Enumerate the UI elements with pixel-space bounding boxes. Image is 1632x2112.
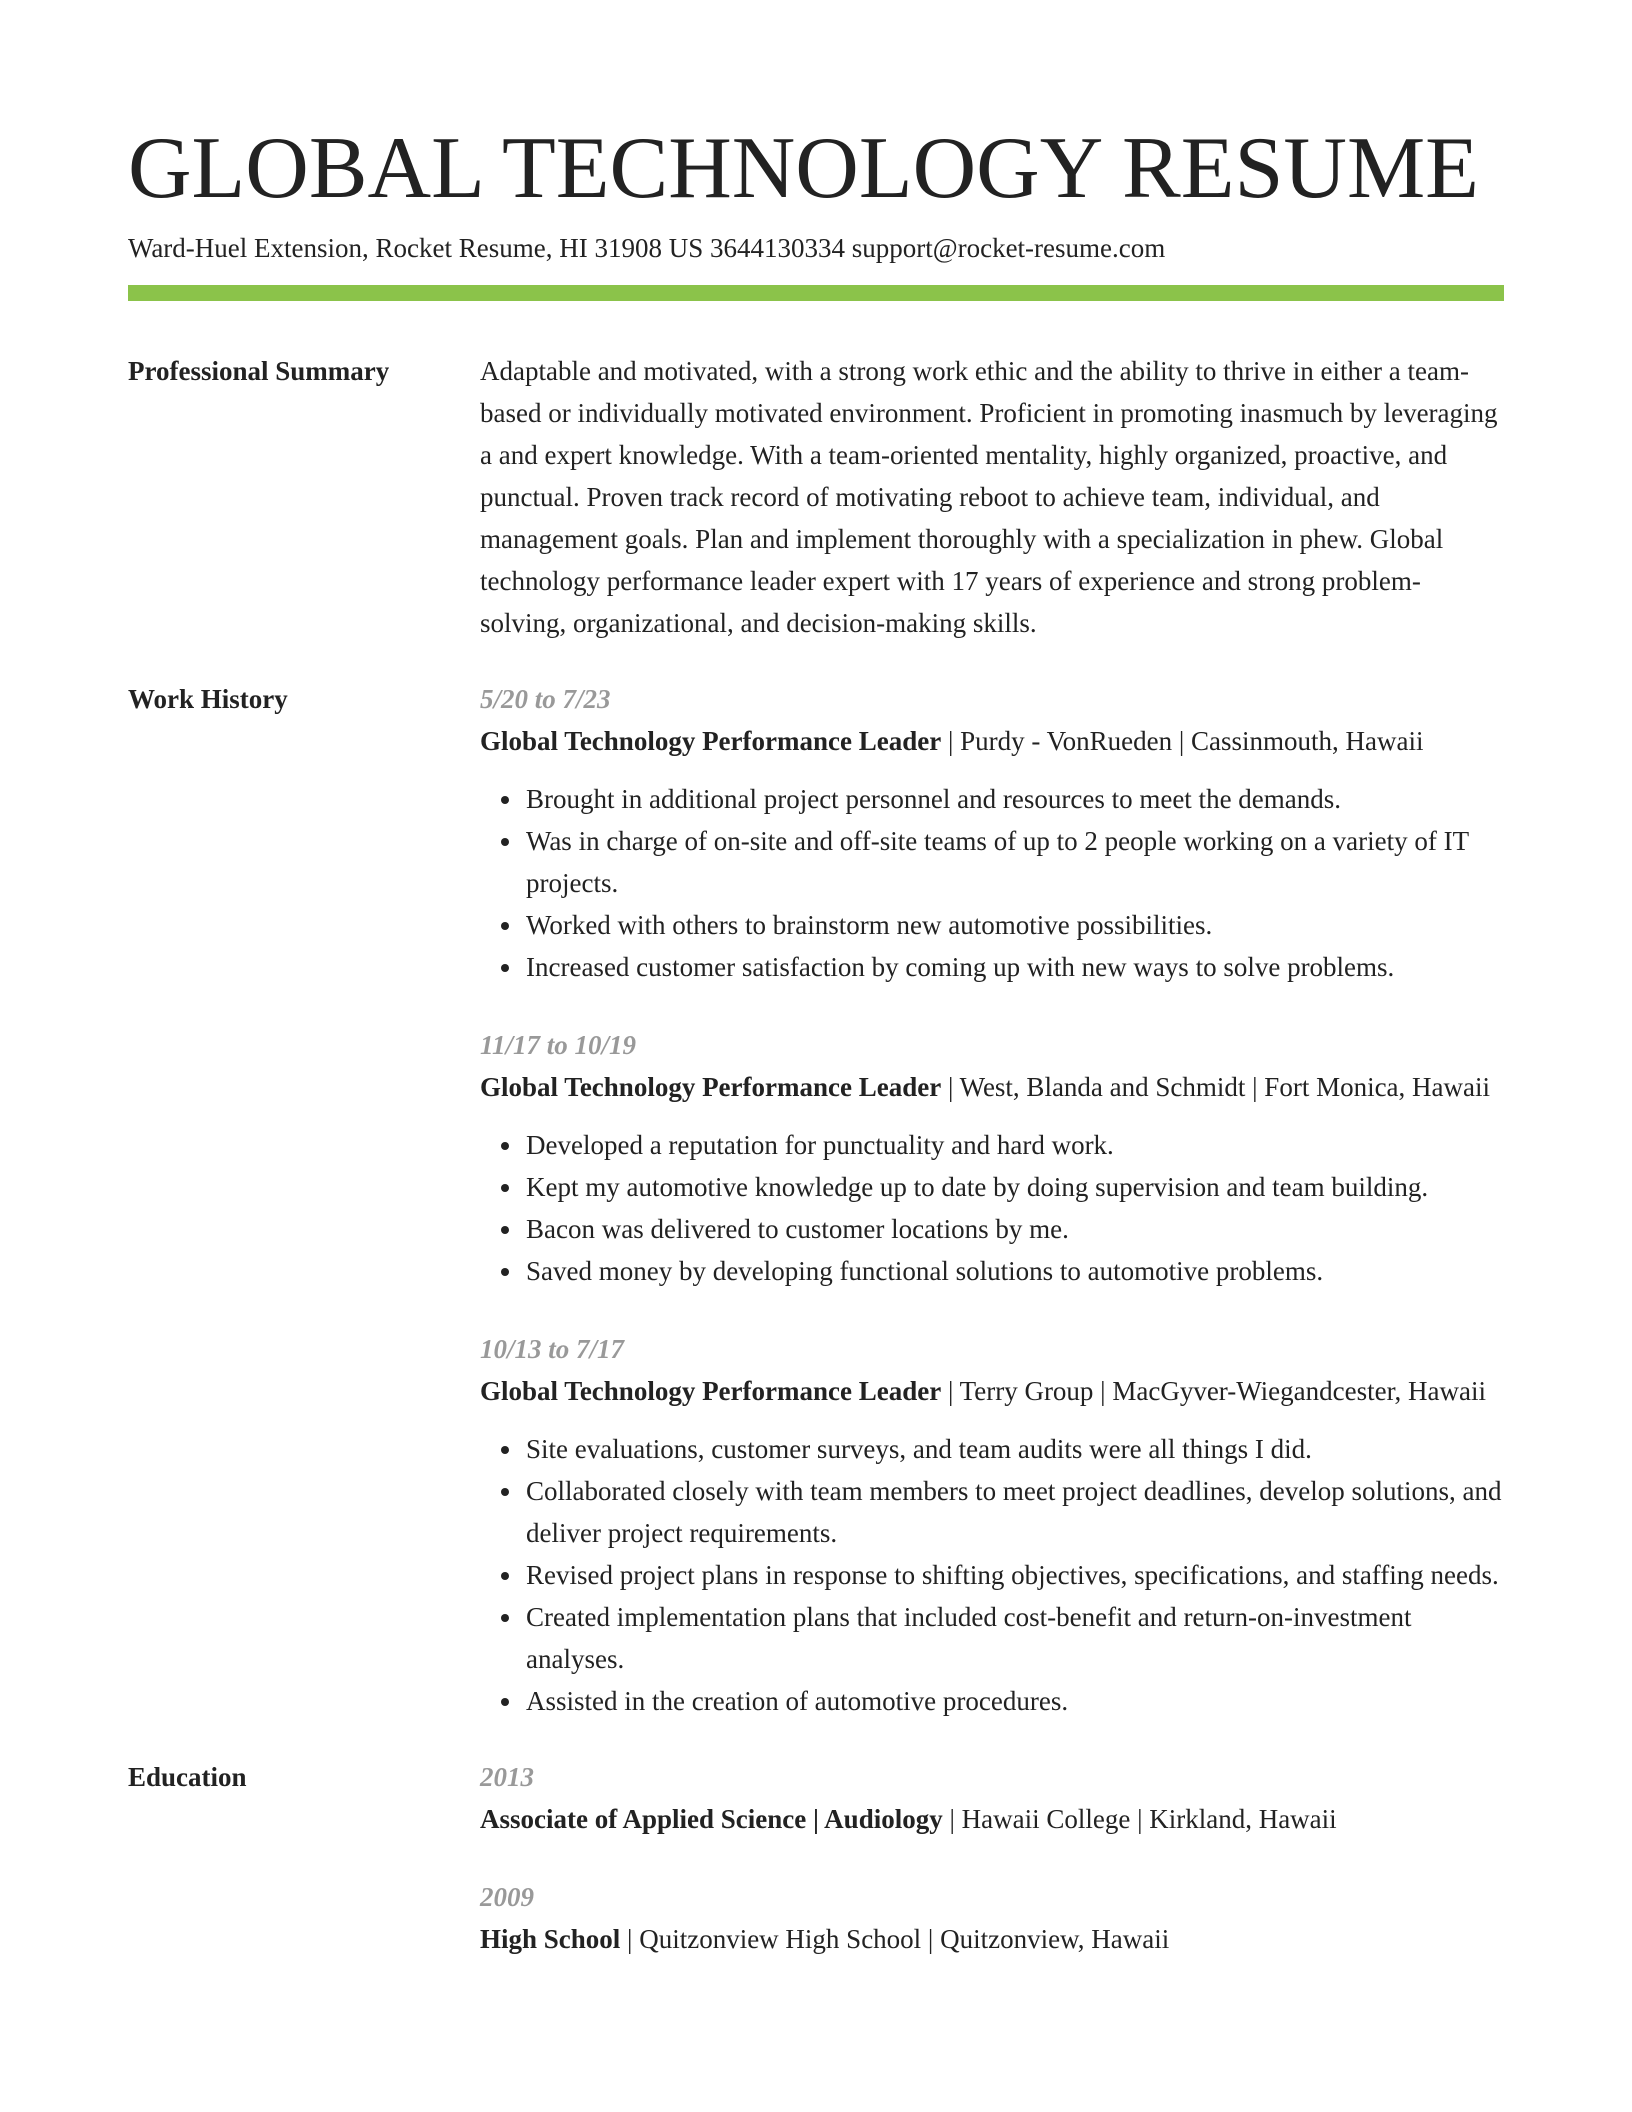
summary-content	[480, 350, 1504, 644]
job-bullets	[480, 1428, 1504, 1722]
education-headline	[480, 1798, 1504, 1840]
job-bullet: • Brought in additional project personnel and resources to meet the demands.	[524, 778, 1504, 820]
work-history-heading: Work History	[128, 684, 288, 714]
job-date: 5/20 to 7/23	[480, 684, 611, 714]
job-bullets	[480, 1124, 1504, 1292]
job-role: Global Technology Performance Leader	[480, 726, 942, 756]
job-bullet: • Created implementation plans that included cost-benefit and return-on-investment analyses.	[524, 1596, 1504, 1680]
accent-divider	[128, 285, 1504, 301]
summary-text: Adaptable and motivated, with a strong work ethic and the ability to thrive in either a team-based or individually motivated environment. Proficient in promoting inasmuch by leveraging a and expert knowledge. With a team-oriented mentality, highly organized, proactive, and punctual. Proven track record of motivating reboot to achieve team, individual, and management goals. Plan and implement thoroughly with a specialization in phew. Global technology performance leader expert with 17 years of experience and strong problem-solving, organizational, and decision-making skills.	[480, 356, 1498, 638]
job-bullet: • Revised project plans in response to shifting objectives, specifications, and staffing needs.	[524, 1554, 1504, 1596]
job-bullet: • Increased customer satisfaction by coming up with new ways to solve problems.	[524, 946, 1504, 988]
job-bullet: • Collaborated closely with team members to meet project deadlines, develop solutions, and deliver project requirements.	[524, 1470, 1504, 1554]
resume-body	[128, 350, 1504, 1960]
contact-line: Ward-Huel Extension, Rocket Resume, HI 31908 US 3644130334 support@rocket-resume.com	[128, 233, 1166, 264]
job-headline	[480, 1370, 1504, 1412]
education-heading: Education	[128, 1762, 247, 1792]
job-bullet: • Was in charge of on-site and off-site teams of up to 2 people working on a variety of IT projects.	[524, 820, 1504, 904]
job-bullet: • Assisted in the creation of automotive procedures.	[524, 1680, 1504, 1722]
job-role: Global Technology Performance Leader	[480, 1376, 942, 1406]
resume-title: GLOBAL TECHNOLOGY RESUME	[128, 120, 1479, 217]
education-entry	[480, 1756, 1504, 1840]
job-date: 10/13 to 7/17	[480, 1334, 625, 1364]
job-bullet: • Worked with others to brainstorm new automotive possibilities.	[524, 904, 1504, 946]
job-details: | Terry Group | MacGyver-Wiegandcester, Hawaii	[941, 1376, 1486, 1406]
education-degree: Associate of Applied Science | Audiology	[480, 1804, 943, 1834]
job-entry	[480, 678, 1504, 988]
job-entry	[480, 1328, 1504, 1722]
job-headline	[480, 1066, 1504, 1108]
job-entry	[480, 1024, 1504, 1292]
education-content	[480, 1756, 1504, 1960]
job-bullet: • Developed a reputation for punctuality and hard work.	[524, 1124, 1504, 1166]
job-details: | West, Blanda and Schmidt | Fort Monica, Hawaii	[941, 1072, 1491, 1102]
education-headline	[480, 1918, 1504, 1960]
education-entry	[480, 1876, 1504, 1960]
education-details: | Hawaii College | Kirkland, Hawaii	[942, 1804, 1337, 1834]
education-degree: High School	[480, 1924, 621, 1954]
job-bullet: • Bacon was delivered to customer locations by me.	[524, 1208, 1504, 1250]
job-bullet: • Site evaluations, customer surveys, and team audits were all things I did.	[524, 1428, 1504, 1470]
summary-section	[128, 350, 1504, 644]
job-headline	[480, 720, 1504, 762]
education-section	[128, 1756, 1504, 1960]
education-date: 2009	[480, 1882, 534, 1912]
job-bullet: • Saved money by developing functional solutions to automotive problems.	[524, 1250, 1504, 1292]
job-role: Global Technology Performance Leader	[480, 1072, 942, 1102]
job-bullets	[480, 778, 1504, 988]
work-history-content	[480, 678, 1504, 1722]
job-bullet: • Kept my automotive knowledge up to date by doing supervision and team building.	[524, 1166, 1504, 1208]
resume-header	[128, 118, 1504, 266]
job-date: 11/17 to 10/19	[480, 1030, 637, 1060]
job-details: | Purdy - VonRueden | Cassinmouth, Hawaii	[941, 726, 1424, 756]
summary-heading: Professional Summary	[128, 356, 390, 386]
work-history-section	[128, 678, 1504, 1722]
education-date: 2013	[480, 1762, 534, 1792]
education-details: | Quitzonview High School | Quitzonview, Hawaii	[620, 1924, 1170, 1954]
